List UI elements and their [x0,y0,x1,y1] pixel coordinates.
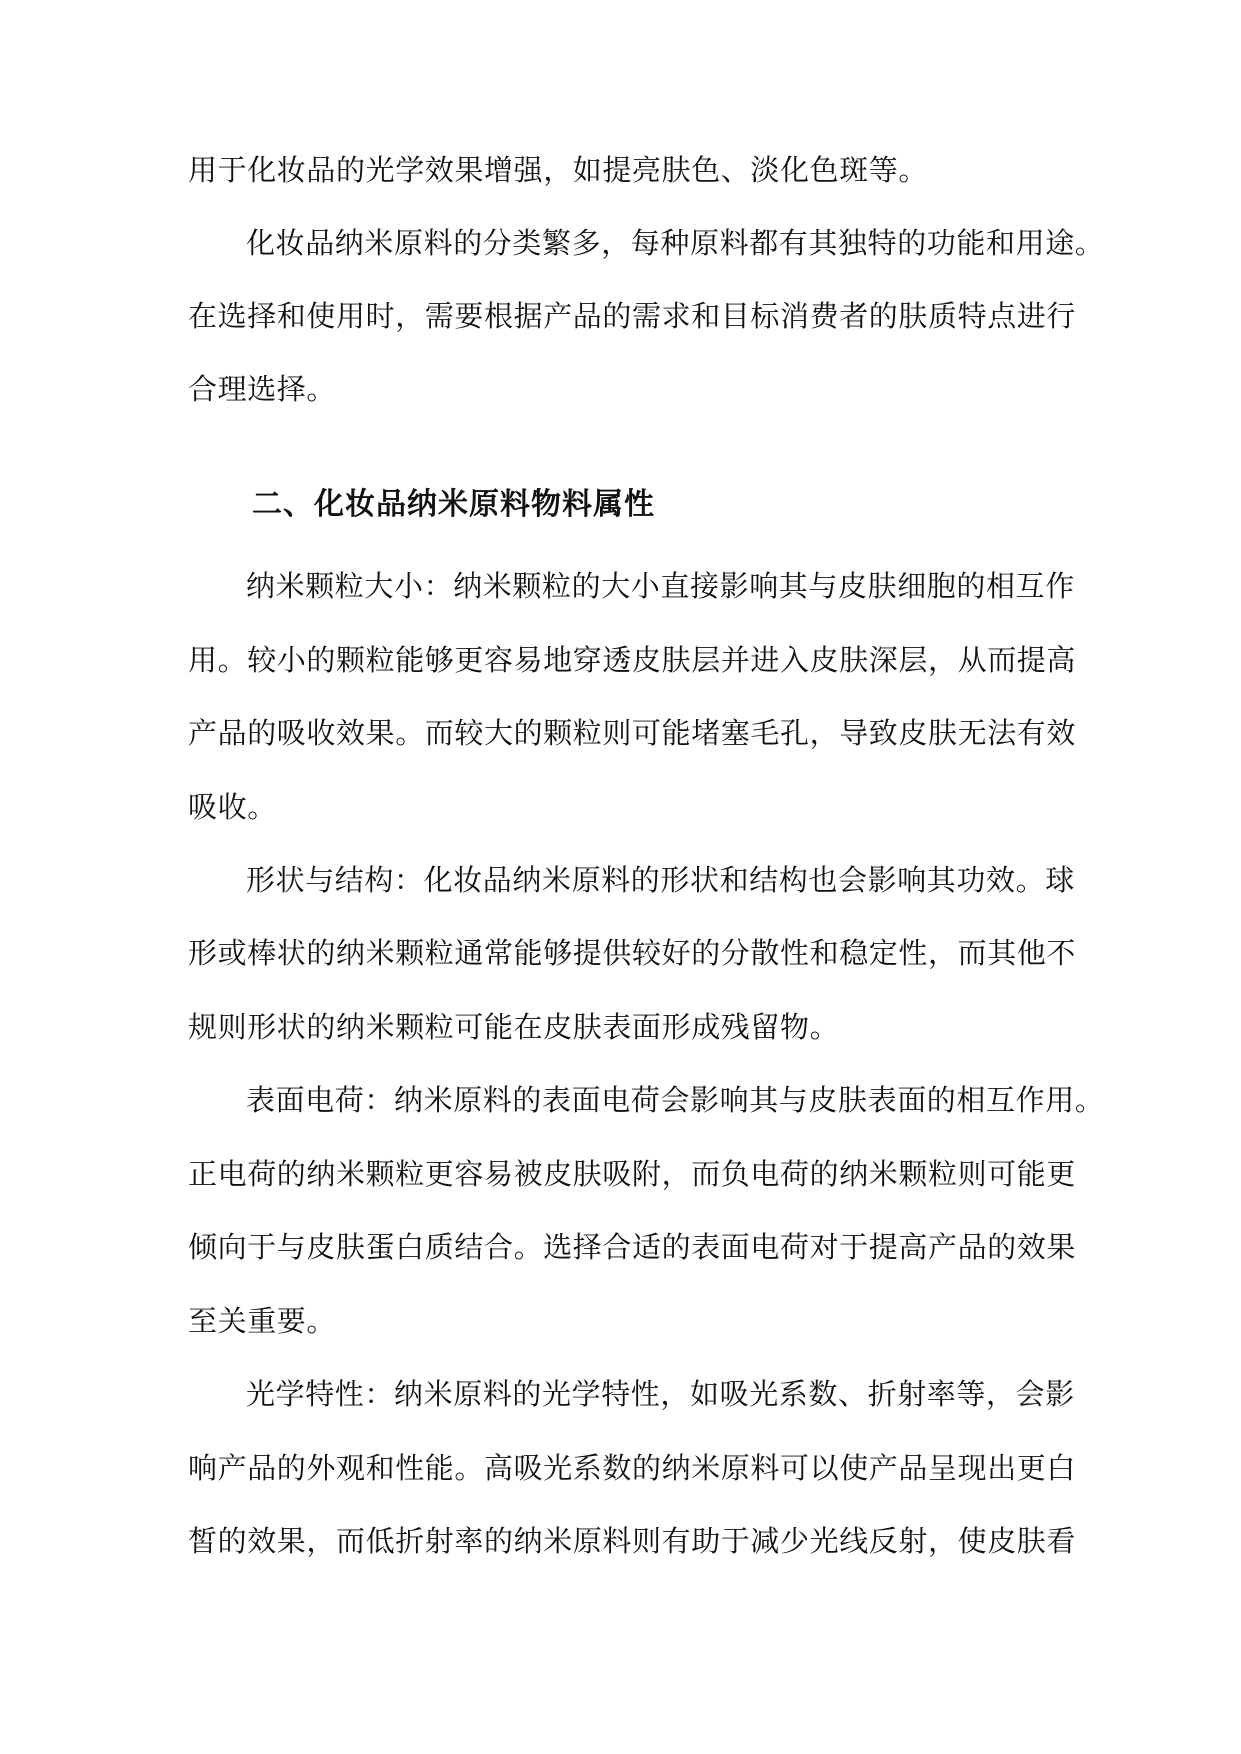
paragraph-line: 用。较小的颗粒能够更容易地穿透皮肤层并进入皮肤深层，从而提高 [188,643,1077,677]
paragraph-line: 正电荷的纳米颗粒更容易被皮肤吸附，而负电荷的纳米颗粒则可能更 [188,1157,1077,1191]
paragraph-line: 产品的吸收效果。而较大的颗粒则可能堵塞毛孔，导致皮肤无法有效 [188,716,1077,750]
paragraph-line: 规则形状的纳米颗粒可能在皮肤表面形成残留物。 [188,1010,840,1044]
paragraph-line: 在选择和使用时，需要根据产品的需求和目标消费者的肤质特点进行 [188,299,1077,333]
paragraph-line: 形或棒状的纳米颗粒通常能够提供较好的分散性和稳定性，而其他不 [188,936,1077,970]
paragraph-line: 倾向于与皮肤蛋白质结合。选择合适的表面电荷对于提高产品的效果 [188,1230,1077,1264]
section-heading: 二、化妆品纳米原料物料属性 [252,487,655,522]
paragraph-line: 化妆品纳米原料的分类繁多，每种原料都有其独特的功能和用途。 [246,226,1105,260]
paragraph-line: 皙的效果，而低折射率的纳米原料则有助于减少光线反射，使皮肤看 [188,1524,1077,1558]
paragraph-line: 光学特性：纳米原料的光学特性，如吸光系数、折射率等，会影 [246,1377,1075,1411]
paragraph-line: 合理选择。 [188,372,337,406]
paragraph-line: 响产品的外观和性能。高吸光系数的纳米原料可以使产品呈现出更白 [188,1451,1077,1485]
paragraph-line: 至关重要。 [188,1304,337,1338]
paragraph-line: 表面电荷：纳米原料的表面电荷会影响其与皮肤表面的相互作用。 [246,1083,1105,1117]
paragraph-line: 吸收。 [188,790,277,824]
paragraph-line: 纳米颗粒大小：纳米颗粒的大小直接影响其与皮肤细胞的相互作 [246,569,1075,603]
paragraph-line: 形状与结构：化妆品纳米原料的形状和结构也会影响其功效。球 [246,863,1075,897]
paragraph-line: 用于化妆品的光学效果增强，如提亮肤色、淡化色斑等。 [188,153,929,187]
